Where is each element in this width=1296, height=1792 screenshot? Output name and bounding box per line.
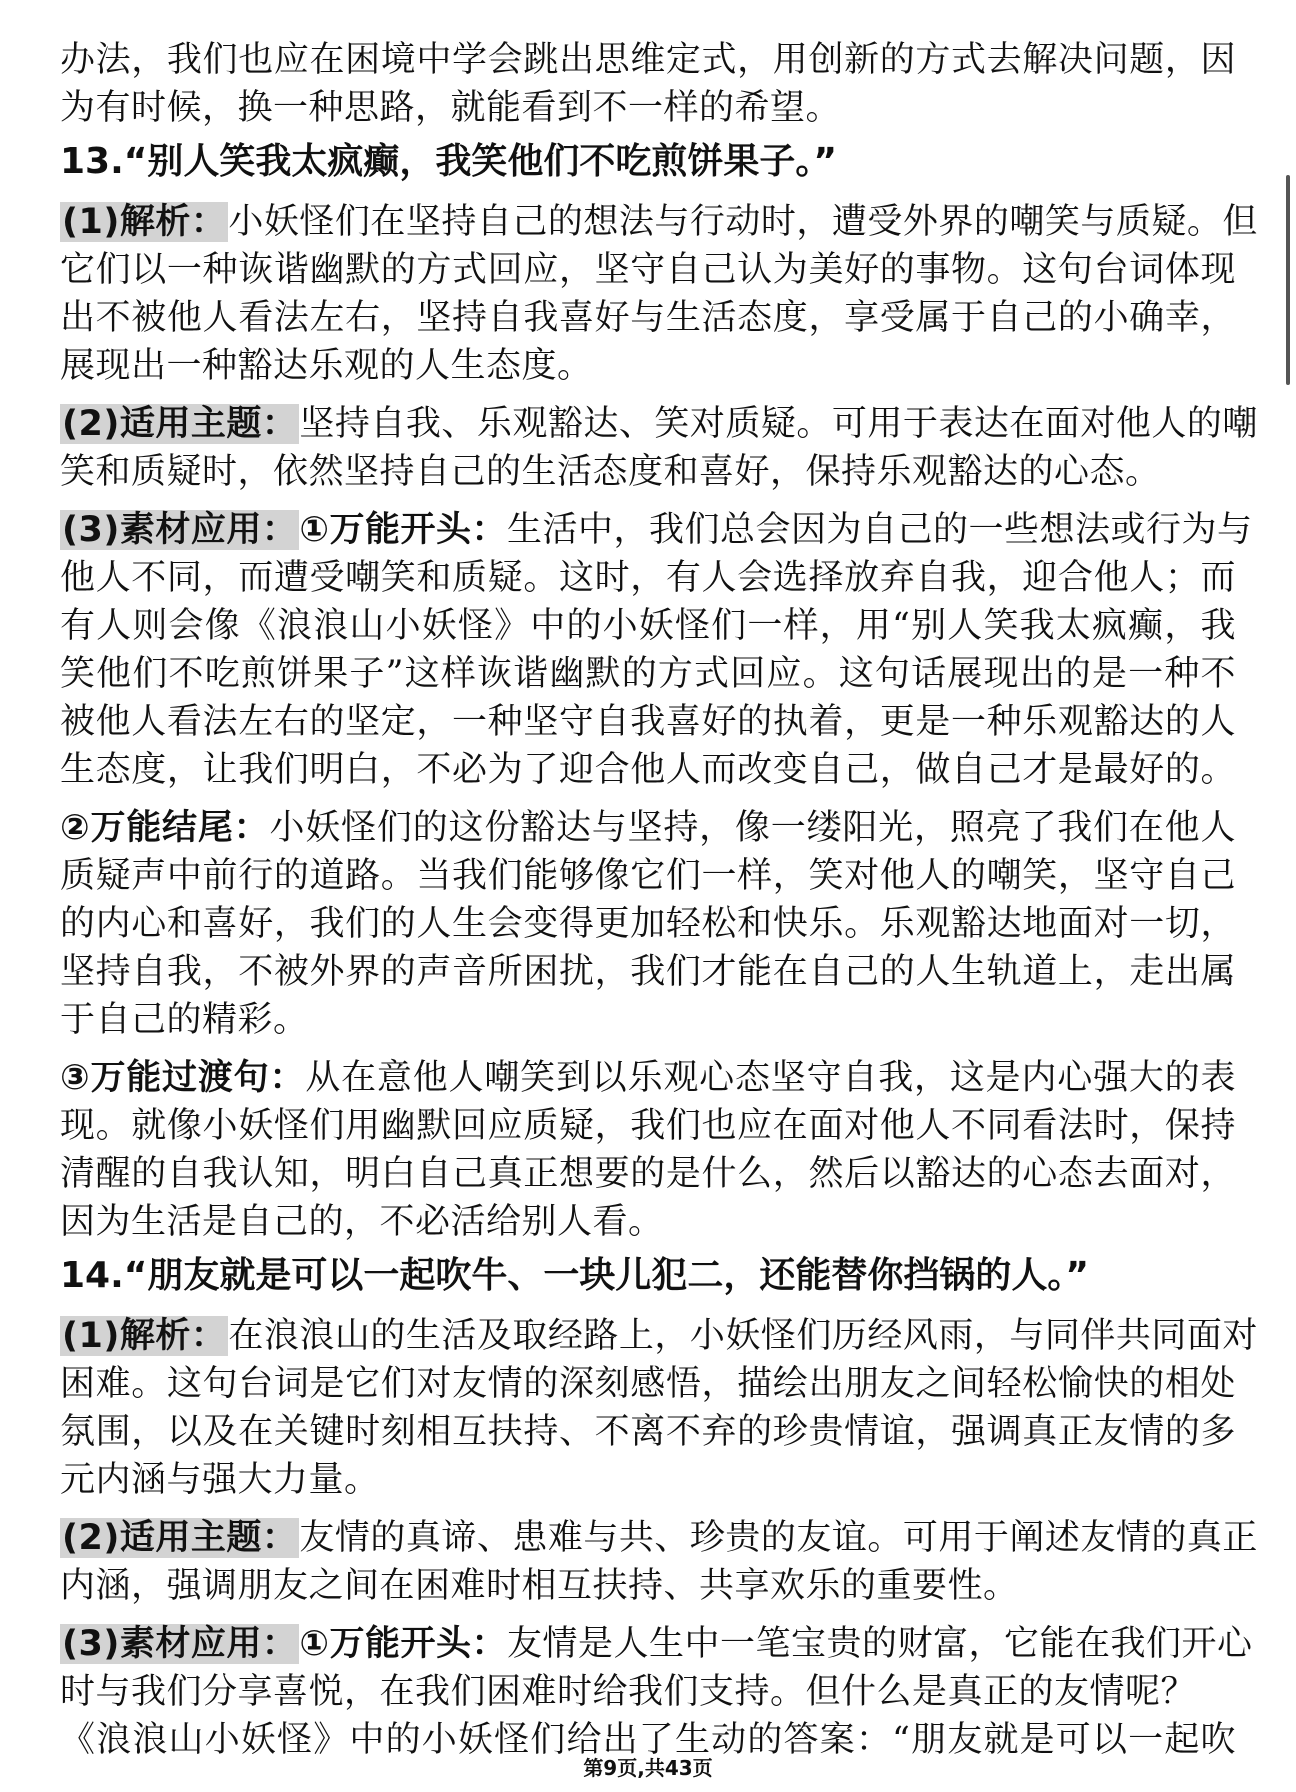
text-line: 时与我们分享喜悦，在我们困难时给我们支持。但什么是真正的友情呢？	[60, 1672, 1197, 1712]
page-footer: 第9页,共43页	[583, 1756, 713, 1780]
text-line	[60, 198, 1258, 246]
analysis-tag: (1)解析：	[62, 1316, 227, 1356]
text-line: 展现出一种豁达乐观的人生态度。	[60, 346, 593, 386]
text-line: 于自己的精彩。	[60, 1000, 309, 1040]
text-line	[60, 1620, 1253, 1668]
theme-tag: (2)适用主题：	[62, 1518, 298, 1558]
opening-lead: ①万能开头：	[299, 510, 507, 550]
text-line	[60, 1514, 1258, 1562]
opening-lead: ①万能开头：	[299, 1624, 507, 1664]
text-line: 出不被他人看法左右，坚持自我喜好与生活态度，享受属于自己的小确幸，	[60, 298, 1236, 338]
text-line: 生态度，让我们明白，不必为了迎合他人而改变自己，做自己才是最好的。	[60, 750, 1236, 790]
text-line: 笑和质疑时，依然坚持自己的生活态度和喜好，保持乐观豁达的心态。	[60, 452, 1161, 492]
text-span: 小妖怪们在坚持自己的想法与行动时，遭受外界的嘲笑与质疑。但	[228, 202, 1258, 242]
ending-lead: ②万能结尾：	[60, 808, 270, 848]
document-page	[60, 36, 1258, 1764]
text-line	[60, 804, 1236, 852]
text-line: 质疑声中前行的道路。当我们能够像它们一样，笑对他人的嘲笑，坚守自己	[60, 856, 1236, 896]
material-tag: (3)素材应用：	[62, 1624, 298, 1664]
material-tag: (3)素材应用：	[62, 510, 298, 550]
text-line: 办法，我们也应在困境中学会跳出思维定式，用创新的方式去解决问题，因	[60, 40, 1236, 80]
text-line	[60, 506, 1253, 554]
text-line: 困难。这句台词是它们对友情的深刻感悟，描绘出朋友之间轻松愉快的相处	[60, 1364, 1236, 1404]
text-line: 有人则会像《浪浪山小妖怪》中的小妖怪们一样，用“别人笑我太疯癫，我	[60, 606, 1236, 646]
text-line	[60, 400, 1258, 448]
text-line: 为有时候，换一种思路，就能看到不一样的希望。	[60, 88, 842, 128]
scrollbar[interactable]	[1286, 175, 1290, 385]
text-span: 坚持自我、乐观豁达、笑对质疑。可用于表达在面对他人的嘲	[299, 404, 1258, 444]
text-line: 他人不同，而遭受嘲笑和质疑。这时，有人会选择放弃自我，迎合他人；而	[60, 558, 1236, 598]
text-line	[60, 1312, 1258, 1360]
text-line: 笑他们不吃煎饼果子”这样诙谐幽默的方式回应。这句话展现出的是一种不	[60, 654, 1236, 694]
text-line	[60, 1054, 1236, 1102]
text-span: 生活中，我们总会因为自己的一些想法或行为与	[507, 510, 1253, 550]
section-13-heading: 13.“别人笑我太疯癫，我笑他们不吃煎饼果子。”	[60, 141, 838, 182]
text-line: 内涵，强调朋友之间在困难时相互扶持、共享欢乐的重要性。	[60, 1566, 1019, 1606]
text-line: 坚持自我，不被外界的声音所困扰，我们才能在自己的人生轨道上，走出属	[60, 952, 1236, 992]
text-line: 清醒的自我认知，明白自己真正想要的是什么，然后以豁达的心态去面对，	[60, 1154, 1236, 1194]
section-14-heading: 14.“朋友就是可以一起吹牛、一块儿犯二，还能替你挡锅的人。”	[60, 1255, 1090, 1296]
text-span: 友情是人生中一笔宝贵的财富，它能在我们开心	[507, 1624, 1253, 1664]
text-span: 在浪浪山的生活及取经路上，小妖怪们历经风雨，与同伴共同面对	[228, 1316, 1258, 1356]
text-span: 从在意他人嘲笑到以乐观心态坚守自我，这是内心强大的表	[305, 1058, 1236, 1098]
text-line: 现。就像小妖怪们用幽默回应质疑，我们也应在面对他人不同看法时，保持	[60, 1106, 1236, 1146]
text-span: 小妖怪们的这份豁达与坚持，像一缕阳光，照亮了我们在他人	[269, 808, 1236, 848]
transition-lead: ③万能过渡句：	[60, 1058, 306, 1098]
text-line: 它们以一种诙谐幽默的方式回应，坚守自己认为美好的事物。这句台词体现	[60, 250, 1236, 290]
text-line: 被他人看法左右的坚定，一种坚守自我喜好的执着，更是一种乐观豁达的人	[60, 702, 1236, 742]
text-line: 《浪浪山小妖怪》中的小妖怪们给出了生动的答案：“朋友就是可以一起吹	[60, 1720, 1236, 1760]
text-line: 氛围，以及在关键时刻相互扶持、不离不弃的珍贵情谊，强调真正友情的多	[60, 1412, 1236, 1452]
theme-tag: (2)适用主题：	[62, 404, 298, 444]
text-line: 因为生活是自己的，不必活给别人看。	[60, 1202, 664, 1242]
text-line: 元内涵与强大力量。	[60, 1460, 380, 1500]
text-line: 的内心和喜好，我们的人生会变得更加轻松和快乐。乐观豁达地面对一切，	[60, 904, 1236, 944]
text-span: 友情的真谛、患难与共、珍贵的友谊。可用于阐述友情的真正	[299, 1518, 1258, 1558]
analysis-tag: (1)解析：	[62, 202, 227, 242]
